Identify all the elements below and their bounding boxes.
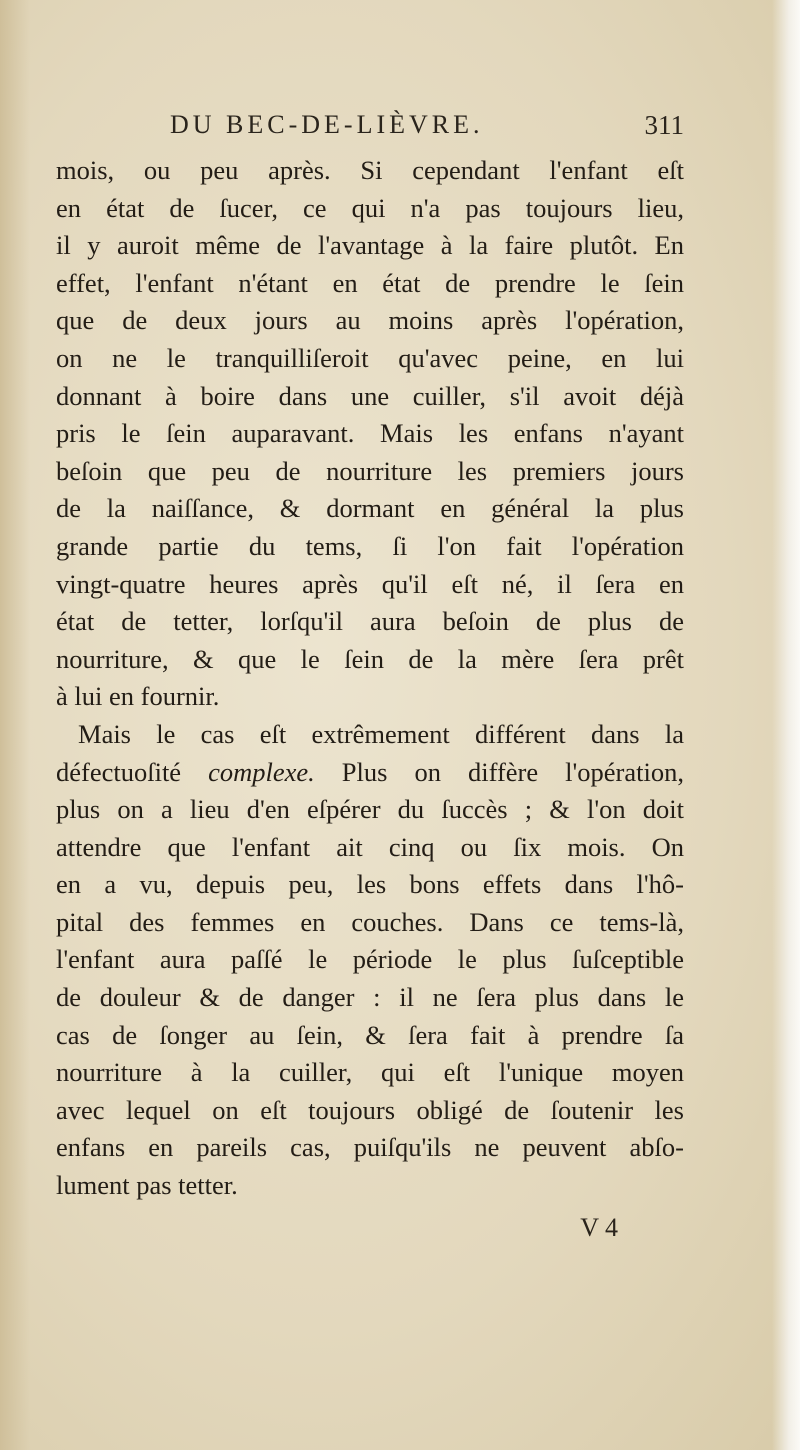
text-line: Mais le cas eſt extrêmement différent dans la — [78, 718, 684, 749]
text-line: vingt-quatre heures après qu'il eſt né, il ſera en — [56, 568, 684, 599]
text-line: attendre que l'enfant ait cinq ou ſix mois. On — [56, 831, 684, 862]
text-line: pris le ſein auparavant. Mais les enfans n'ayant — [56, 418, 684, 449]
text-line: lument pas tetter. — [56, 1170, 238, 1201]
book-page — [56, 100, 684, 1255]
text-line: en a vu, depuis peu, les bons effets dans l'hô- — [56, 869, 684, 900]
running-head: DU BEC-DE-LIÈVRE. — [170, 110, 484, 139]
page-footer — [56, 1205, 684, 1255]
text-segment: Plus on diffère l'opération, — [314, 756, 684, 787]
text-line: état de tetter, lorſqu'il aura beſoin de plus de — [56, 606, 684, 637]
text-line: en état de ſucer, ce qui n'a pas toujours lieu, — [56, 192, 684, 223]
text-line: que de deux jours au moins après l'opération, — [56, 305, 684, 336]
text-line: de douleur & de danger : il ne ſera plus dans le — [56, 982, 684, 1013]
text-line: beſoin que peu de nourriture les premiers jours — [56, 455, 684, 486]
text-segment: défectuoſité — [56, 756, 209, 787]
text-line: plus on a lieu d'en eſpérer du ſuccès ; & l'on doit — [56, 794, 684, 825]
signature-mark: V 4 — [580, 1212, 618, 1242]
text-line: donnant à boire dans une cuiller, s'il avoit déjà — [56, 380, 684, 411]
text-line: l'enfant aura paſſé le période le plus ſuſceptible — [56, 944, 684, 975]
text-line: pital des femmes en couches. Dans ce tems-là, — [56, 906, 684, 937]
text-line: on ne le tranquilliſeroit qu'avec peine, en lui — [56, 342, 684, 373]
text-line: nourriture à la cuiller, qui eſt l'unique moyen — [56, 1057, 684, 1088]
text-line: grande partie du tems, ſi l'on fait l'opération — [56, 530, 684, 561]
text-line: avec lequel on eſt toujours obligé de ſoutenir les — [56, 1094, 684, 1125]
italic-term: complexe. — [208, 756, 315, 787]
page-number: 311 — [644, 110, 684, 140]
text-line: à lui en fournir. — [56, 681, 220, 712]
text-line: enfans en pareils cas, puiſqu'ils ne peuvent abſo- — [56, 1132, 684, 1163]
text-line: effet, l'enfant n'étant en état de prendre le ſein — [56, 267, 684, 298]
text-line: nourriture, & que le ſein de la mère ſera prêt — [56, 643, 684, 674]
text-line: il y auroit même de l'avantage à la faire plutôt. En — [56, 230, 684, 261]
text-line: mois, ou peu après. Si cependant l'enfant eſt — [56, 155, 684, 185]
text-line — [56, 754, 684, 792]
page-edge — [772, 0, 800, 1450]
text-line: de la naiſſance, & dormant en général la plus — [56, 493, 684, 524]
page-header — [56, 100, 684, 152]
body-text — [56, 152, 684, 1205]
binding-shadow — [0, 0, 30, 1450]
text-line: cas de ſonger au ſein, & ſera fait à prendre ſa — [56, 1019, 684, 1050]
